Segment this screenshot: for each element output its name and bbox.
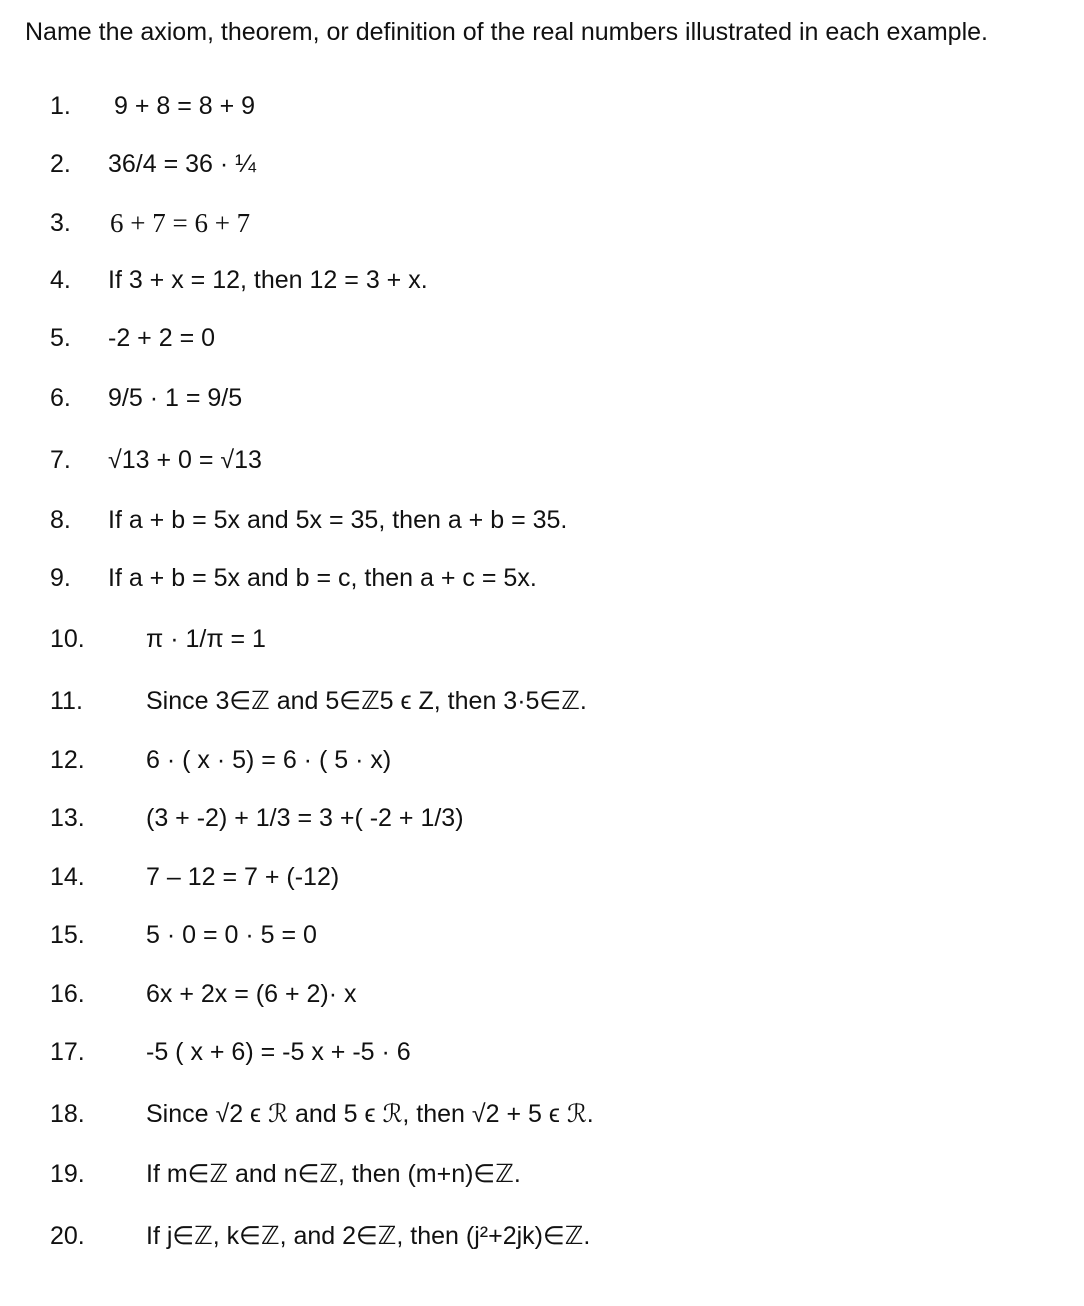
problem-number: 6. — [50, 384, 71, 412]
problem-item — [0, 442, 1084, 482]
problem-expression: -5 ( x + 6) = -5 x + -5 · 6 — [146, 1038, 411, 1066]
problem-item — [0, 800, 1084, 840]
problem-number: 16. — [50, 980, 85, 1008]
problem-item — [0, 380, 1084, 420]
problem-expression: 7 – 12 = 7 + (-12) — [146, 863, 340, 891]
problem-expression: -2 + 2 = 0 — [108, 324, 216, 352]
problem-expression: If j∈ℤ, k∈ℤ, and 2∈ℤ, then (j²+2jk)∈ℤ. — [146, 1222, 591, 1250]
problem-number: 20. — [50, 1222, 85, 1250]
problem-number: 2. — [50, 150, 71, 178]
problem-item — [0, 621, 1084, 661]
problem-item — [0, 1096, 1084, 1136]
instructions-heading: Name the axiom, theorem, or definition of the real numbers illustrated in each example. — [25, 18, 988, 46]
problem-expression: Since 3∈ℤ and 5∈ℤ5 ϵ Z, then 3·5∈ℤ. — [146, 687, 587, 715]
problem-item — [0, 1218, 1084, 1258]
problem-number: 17. — [50, 1038, 85, 1066]
problem-expression: 6 + 7 = 6 + 7 — [110, 208, 251, 238]
problem-number: 5. — [50, 324, 71, 352]
problem-expression: If m∈ℤ and n∈ℤ, then (m+n)∈ℤ. — [146, 1160, 521, 1188]
problem-expression: Since √2 ϵ ℛ and 5 ϵ ℛ, then √2 + 5 ϵ ℛ. — [146, 1100, 594, 1128]
problem-expression: 6x + 2x = (6 + 2)· x — [146, 980, 357, 1008]
problem-item — [0, 560, 1084, 600]
problem-number: 10. — [50, 625, 85, 653]
problem-number: 19. — [50, 1160, 85, 1188]
problem-item — [0, 859, 1084, 899]
problem-item — [0, 1156, 1084, 1196]
problem-item — [0, 205, 1084, 245]
problem-number: 12. — [50, 746, 85, 774]
problem-item — [0, 88, 1084, 128]
problem-item — [0, 917, 1084, 957]
problem-number: 15. — [50, 921, 85, 949]
problem-expression: If a + b = 5x and 5x = 35, then a + b = 35. — [108, 506, 568, 534]
problem-item — [0, 320, 1084, 360]
problem-number: 13. — [50, 804, 85, 832]
problem-item — [0, 262, 1084, 302]
problem-expression: √13 + 0 = √13 — [108, 446, 262, 474]
problem-item — [0, 146, 1084, 186]
problem-number: 3. — [50, 209, 71, 237]
problem-number: 8. — [50, 506, 71, 534]
problem-number: 1. — [50, 92, 71, 120]
problem-item — [0, 502, 1084, 542]
problem-expression: If a + b = 5x and b = c, then a + c = 5x. — [108, 564, 537, 592]
problem-expression: 5 · 0 = 0 · 5 = 0 — [146, 921, 317, 949]
problem-item — [0, 976, 1084, 1016]
problem-number: 7. — [50, 446, 71, 474]
problem-item — [0, 1034, 1084, 1074]
problem-number: 4. — [50, 266, 71, 294]
problem-expression: 6 · ( x · 5) = 6 · ( 5 · x) — [146, 746, 392, 774]
problem-expression: (3 + -2) + 1/3 = 3 +( -2 + 1/3) — [146, 804, 464, 832]
problem-number: 11. — [50, 687, 83, 715]
problem-item — [0, 742, 1084, 782]
problem-number: 18. — [50, 1100, 85, 1128]
problem-expression: 9 + 8 = 8 + 9 — [114, 92, 256, 120]
problem-expression: If 3 + x = 12, then 12 = 3 + x. — [108, 266, 428, 294]
problem-number: 9. — [50, 564, 71, 592]
problem-number: 14. — [50, 863, 85, 891]
problem-expression: 9/5 · 1 = 9/5 — [108, 384, 243, 412]
problem-item — [0, 683, 1084, 723]
problem-expression: π · 1/π = 1 — [146, 625, 266, 653]
problem-expression: 36/4 = 36 · ¼ — [108, 150, 257, 178]
